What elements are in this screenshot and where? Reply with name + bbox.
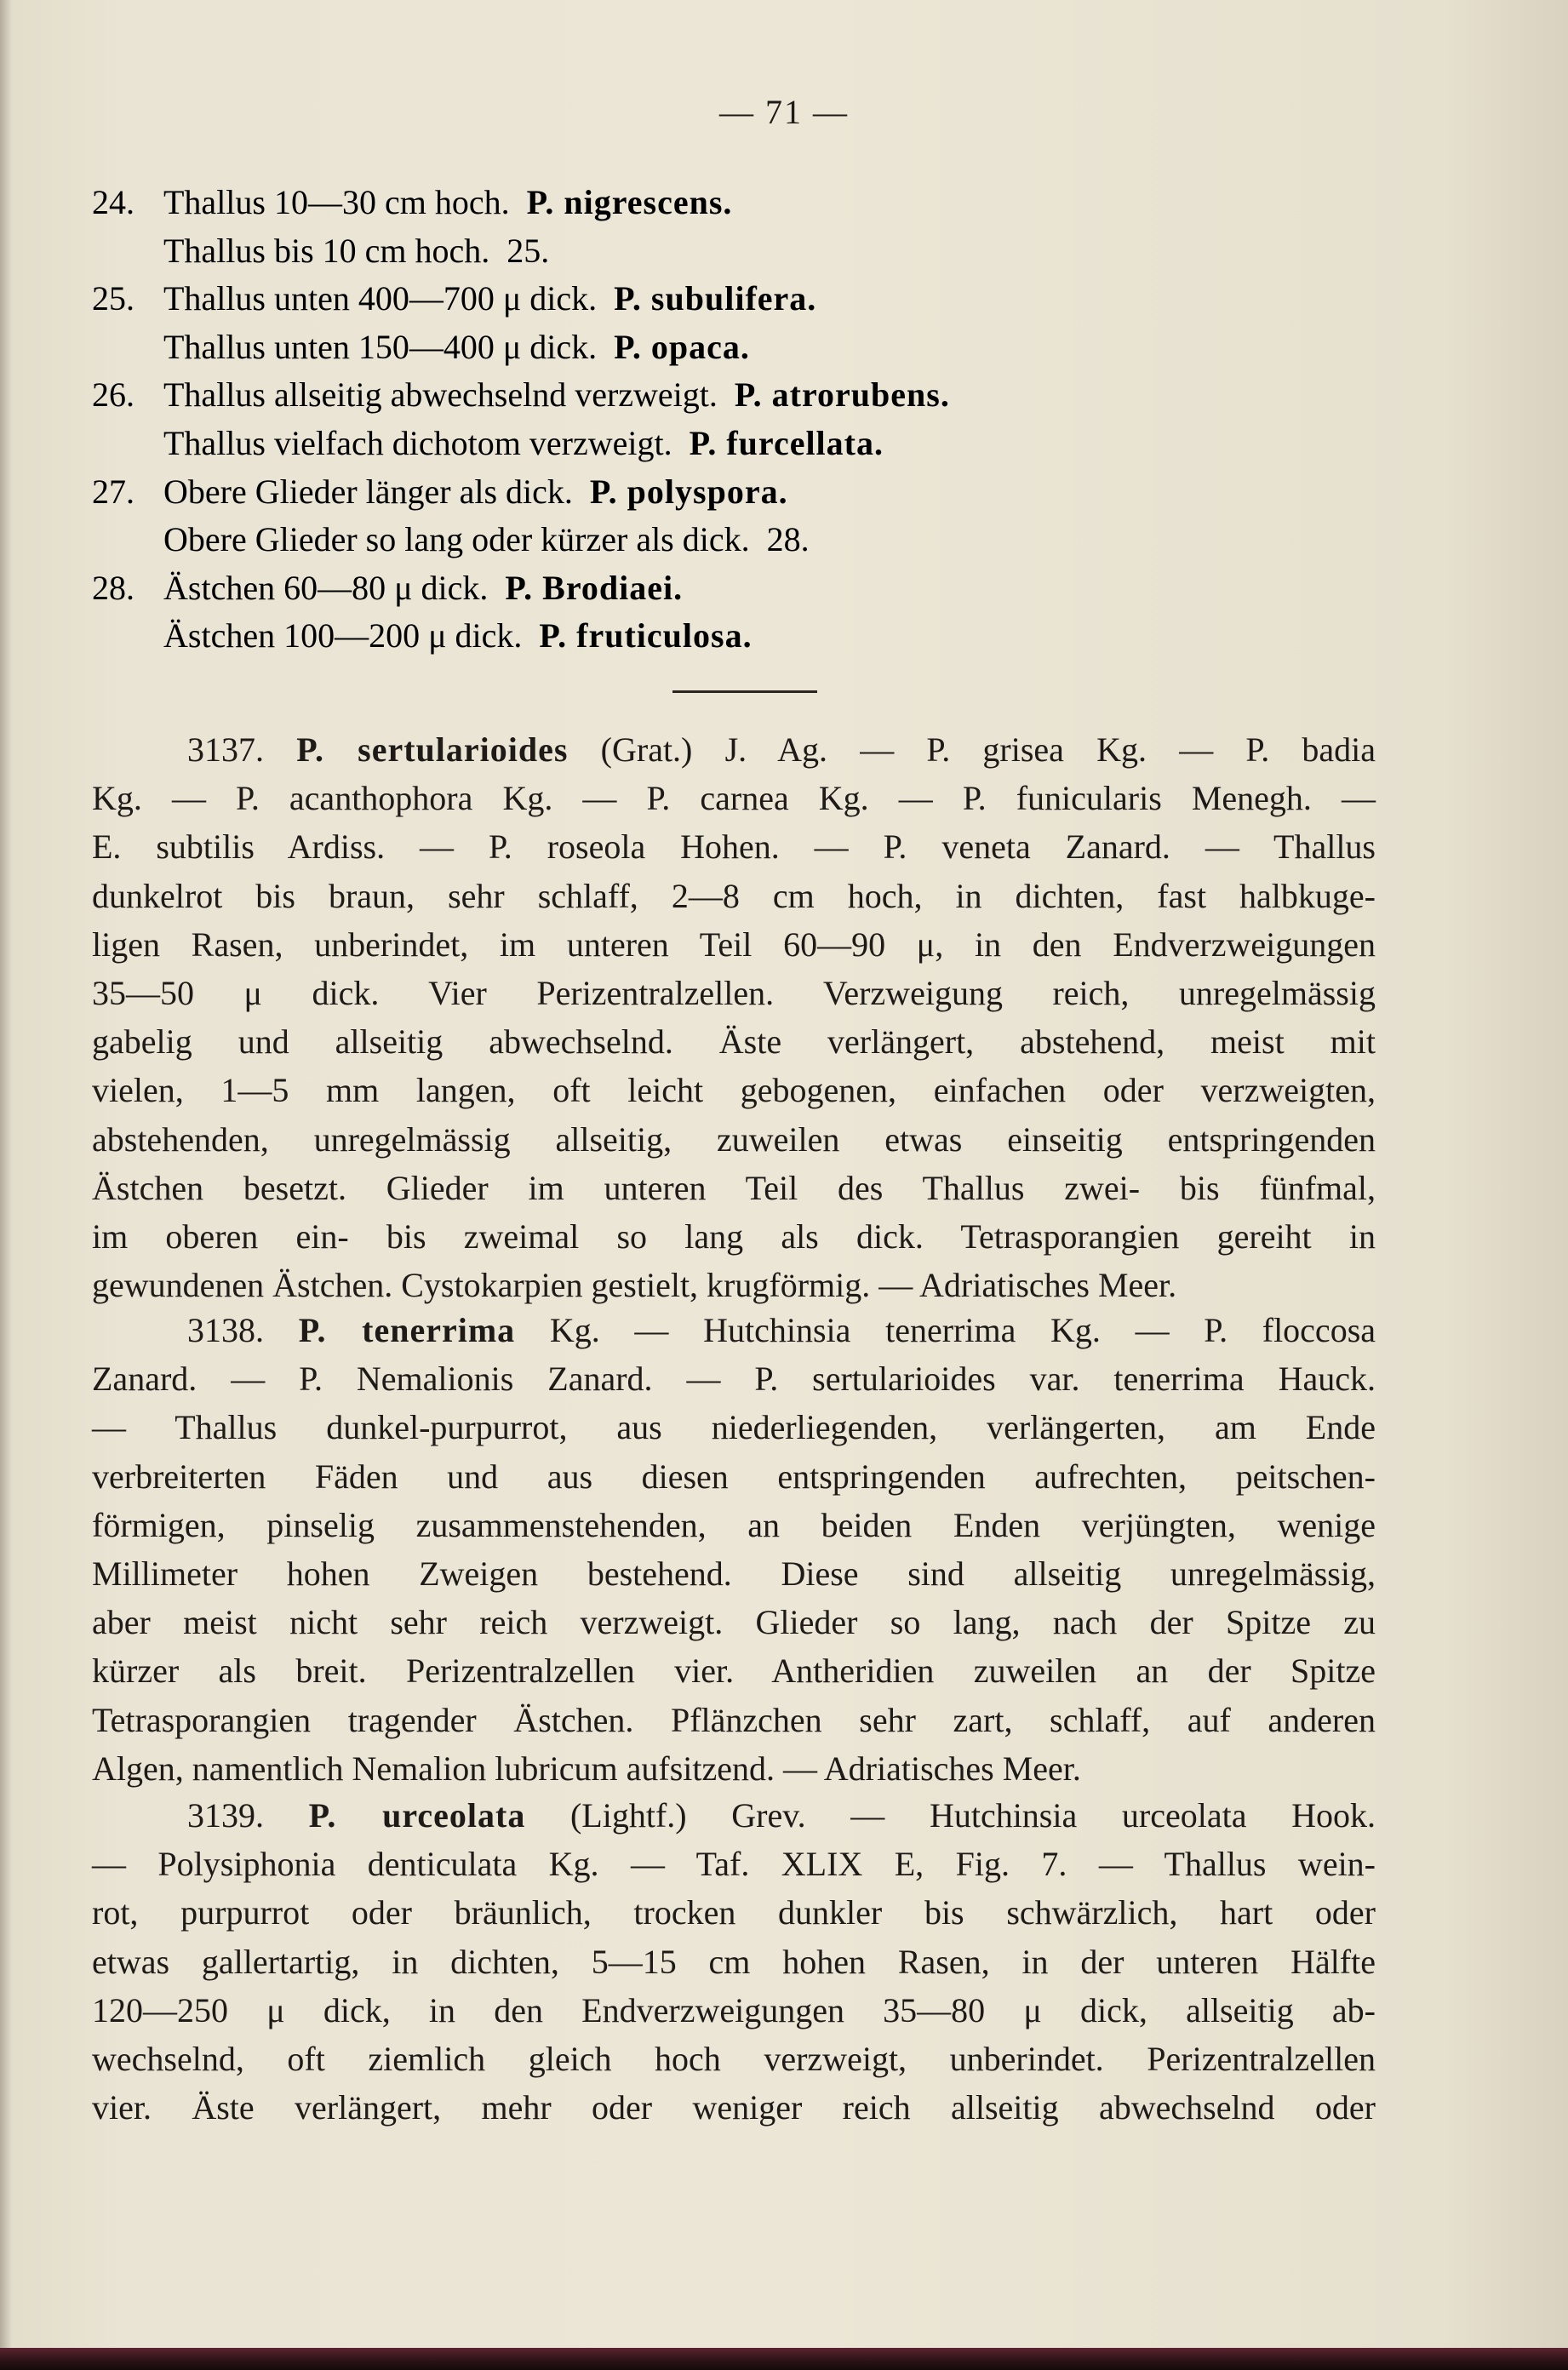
- key-line: [92, 323, 750, 371]
- key-number: 28.: [92, 568, 134, 607]
- key-text: Thallus vielfach dichotom verzweigt.: [163, 424, 672, 462]
- species-name: P. urceolata: [308, 1796, 526, 1835]
- key-text: Obere Glieder so lang oder kürzer als dick.: [163, 520, 750, 559]
- text-line: gabelig und allseitig abwechselnd. Äste verlängert, abstehend, meist mit: [92, 1022, 1376, 1062]
- text-line: verbreiterten Fäden und aus diesen entspringenden aufrechten, peitschen-: [92, 1457, 1376, 1496]
- key-result: 28.: [766, 520, 810, 559]
- key-result: P. polyspora.: [589, 472, 788, 511]
- key-number: 25.: [92, 279, 134, 318]
- text-line: vier. Äste verlängert, mehr oder weniger reich allseitig abwechselnd oder: [92, 2088, 1376, 2127]
- page-gutter-shadow: [0, 0, 12, 2350]
- text-line: E. subtilis Ardiss. — P. roseola Hohen. — P. veneta Zanard. — Thallus: [92, 827, 1376, 867]
- page-number: — 71 —: [719, 93, 849, 131]
- text-line: rot, purpurrot oder bräunlich, trocken dunkler bis schwärzlich, hart oder: [92, 1893, 1376, 1932]
- key-result: P. fruticulosa.: [539, 616, 753, 655]
- key-text: Ästchen 60—80 μ dick.: [163, 568, 489, 607]
- text-line: 3139. P. urceolata (Lightf.) Grev. — Hutchinsia urceolata Hook.: [187, 1796, 1376, 1835]
- text-line: wechselnd, oft ziemlich gleich hoch verzweigt, unberindet. Perizentralzellen: [92, 2039, 1376, 2078]
- key-line: [92, 564, 683, 612]
- key-number: 24.: [92, 183, 134, 221]
- text-line: Algen, namentlich Nemalion lubricum aufsitzend. — Adriatisches Meer.: [92, 1749, 1081, 1788]
- key-line: [92, 420, 884, 467]
- key-result: P. nigrescens.: [526, 183, 733, 221]
- key-result: P. atrorubens.: [734, 375, 950, 415]
- text-line: Kg. — P. acanthophora Kg. — P. carnea Kg. — P. funicularis Menegh. —: [92, 779, 1376, 818]
- text-line: im oberen ein- bis zweimal so lang als dick. Tetrasporangien gereiht in: [92, 1216, 1376, 1256]
- text-line: 3138. P. tenerrima Kg. — Hutchinsia tenerrima Kg. — P. floccosa: [187, 1311, 1376, 1349]
- text-line: 35—50 μ dick. Vier Perizentralzellen. Verzweigung reich, unregelmässig: [92, 973, 1376, 1012]
- key-number: 27.: [92, 472, 134, 511]
- text-line: vielen, 1—5 mm langen, oft leicht gebogenen, einfachen oder verzweigten,: [92, 1071, 1376, 1110]
- key-line: [92, 612, 753, 660]
- text-line: abstehenden, unregelmässig allseitig, zuweilen etwas einseitig entspringenden: [92, 1119, 1376, 1159]
- species-entry: [92, 725, 1376, 1309]
- species-name: P. sertularioides: [296, 730, 569, 769]
- text-line: — Polysiphonia denticulata Kg. — Taf. XLIX E, Fig. 7. — Thallus wein-: [92, 1845, 1376, 1884]
- text-line: Zanard. — P. Nemalionis Zanard. — P. sertularioides var. tenerrima Hauck.: [92, 1360, 1376, 1399]
- species-entry: [92, 1791, 1376, 2132]
- key-result: P. furcellata.: [689, 424, 884, 462]
- key-line: [92, 275, 816, 323]
- key-text: Thallus allseitig abwechselnd verzweigt.: [163, 375, 718, 415]
- text-line: dunkelrot bis braun, sehr schlaff, 2—8 cm hoch, in dichten, fast halbkuge-: [92, 876, 1376, 915]
- text-line: Ästchen besetzt. Glieder im unteren Teil des Thallus zwei- bis fünfmal,: [92, 1168, 1376, 1207]
- text-line: 3137. P. sertularioides (Grat.) J. Ag. — P. grisea Kg. — P. badia: [187, 730, 1376, 769]
- key-number: 26.: [92, 375, 134, 415]
- text-line: Tetrasporangien tragender Ästchen. Pflänzchen sehr zart, schlaff, auf anderen: [92, 1700, 1376, 1739]
- species-name: P. tenerrima: [298, 1311, 516, 1349]
- key-line: [92, 516, 810, 564]
- key-text: Thallus unten 400—700 μ dick.: [163, 279, 598, 318]
- text-line: förmigen, pinselig zusammenstehenden, an beiden Enden verjüngten, wenige: [92, 1505, 1376, 1544]
- key-text: Ästchen 100—200 μ dick.: [163, 616, 523, 655]
- book-edge: [0, 2348, 1568, 2370]
- text-line: ligen Rasen, unberindet, im unteren Teil 60—90 μ, in den Endverzweigungen: [92, 925, 1376, 964]
- key-result: 25.: [506, 231, 550, 270]
- text-line: etwas gallertartig, in dichten, 5—15 cm hohen Rasen, in der unteren Hälfte: [92, 1942, 1376, 1981]
- text-line: Millimeter hohen Zweigen bestehend. Diese sind allseitig unregelmässig,: [92, 1554, 1376, 1593]
- text-line: kürzer als breit. Perizentralzellen vier. Antheridien zuweilen an der Spitze: [92, 1652, 1376, 1691]
- key-text: Thallus 10—30 cm hoch.: [163, 183, 510, 221]
- key-text: Thallus unten 150—400 μ dick.: [163, 327, 598, 366]
- section-separator: [672, 690, 817, 693]
- key-result: P. subulifera.: [614, 279, 817, 318]
- text-line: — Thallus dunkel-purpurrot, aus niederliegenden, verlängerten, am Ende: [92, 1408, 1376, 1447]
- text-line: 120—250 μ dick, in den Endverzweigungen 35—80 μ dick, allseitig ab-: [92, 1990, 1376, 2029]
- key-line: [92, 468, 788, 516]
- key-text: Obere Glieder länger als dick.: [163, 472, 573, 511]
- text-line: aber meist nicht sehr reich verzweigt. Glieder so lang, nach der Spitze zu: [92, 1603, 1376, 1642]
- key-result: P. Brodiaei.: [505, 568, 684, 607]
- key-text: Thallus bis 10 cm hoch.: [163, 231, 490, 270]
- key-line: [92, 227, 549, 275]
- key-result: P. opaca.: [614, 327, 750, 366]
- key-line: [92, 179, 732, 226]
- text-line: gewundenen Ästchen. Cystokarpien gestielt, krugförmig. — Adriatisches Meer.: [92, 1266, 1177, 1305]
- key-line: [92, 371, 950, 419]
- species-entry: [92, 1306, 1376, 1793]
